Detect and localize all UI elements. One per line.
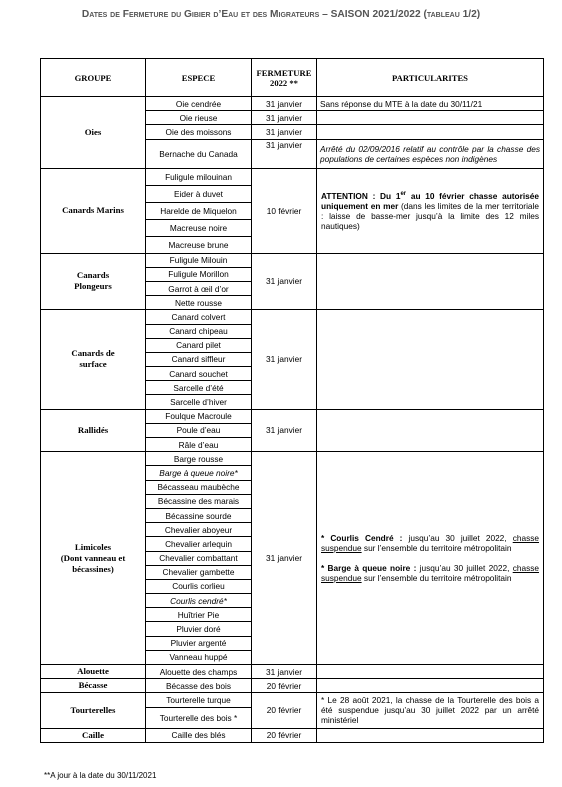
species-cell: Chevalier aboyeur xyxy=(146,523,252,537)
table-row xyxy=(41,452,544,466)
species-cell: Canard chipeau xyxy=(146,324,252,338)
species-cell: Fuligule milouinan xyxy=(146,168,252,185)
table-row xyxy=(41,693,544,707)
note-underlined: chasse suspendue xyxy=(321,563,539,584)
date-cell: 10 février xyxy=(252,168,317,253)
title-dash: – xyxy=(319,9,331,20)
species-cell: Foulque Macroule xyxy=(146,409,252,423)
note-cell xyxy=(317,452,544,665)
species-cell: Bernache du Canada xyxy=(146,139,252,168)
species-cell: Bécasseau maubèche xyxy=(146,480,252,494)
species-cell: Tourterelle turque xyxy=(146,693,252,707)
group-name-line: (Dont vanneau et xyxy=(60,552,126,563)
note-cell-empty xyxy=(317,728,544,742)
note-courlis xyxy=(321,533,539,553)
species-cell: Vanneau huppé xyxy=(146,650,252,664)
species-cell: Garrot à œil d’or xyxy=(146,281,252,295)
group-caille: Caille xyxy=(41,728,146,742)
date-cell: 31 janvier xyxy=(252,97,317,111)
table-row xyxy=(41,728,544,742)
group-canards-surface xyxy=(41,310,146,409)
species-cell: Râle d’eau xyxy=(146,438,252,452)
note-text: jusqu’au 30 juillet 2022, xyxy=(402,533,513,544)
date-cell: 20 février xyxy=(252,728,317,742)
species-cell: Caille des blés xyxy=(146,728,252,742)
date-cell: 31 janvier xyxy=(252,125,317,139)
species-cell: Macreuse noire xyxy=(146,219,252,236)
note-cell-empty xyxy=(317,679,544,693)
table-row xyxy=(41,679,544,693)
date-cell: 20 février xyxy=(252,679,317,693)
title-season: SAISON 2021/2022 xyxy=(330,9,421,20)
header-groupe: GROUPE xyxy=(41,59,146,97)
species-cell: Chevalier combattant xyxy=(146,551,252,565)
note-cell: Sans réponse du MTE à la date du 30/11/21 xyxy=(317,97,544,111)
group-name-line: Plongeurs xyxy=(74,281,112,292)
species-cell: Fuligule Morillon xyxy=(146,267,252,281)
date-cell: 31 janvier xyxy=(252,452,317,665)
note-spacer xyxy=(321,553,539,563)
species-cell: Eider à duvet xyxy=(146,185,252,202)
species-cell: Barge à queue noire* xyxy=(146,466,252,480)
note-bold: au 10 février chasse autorisée uniquement en mer xyxy=(321,190,539,211)
title-part: (tableau 1/2) xyxy=(420,9,481,20)
group-name-line: Canards de xyxy=(71,348,115,359)
species-cell: Canard souchet xyxy=(146,367,252,381)
title-text: Dates de Fermeture du Gibier d’Eau et des Migrateurs xyxy=(81,9,320,20)
species-cell: Barge rousse xyxy=(146,452,252,466)
note-bold: Du 1 xyxy=(375,190,401,201)
footnote: **A jour à la date du 30/11/2021 xyxy=(44,771,157,780)
species-cell: Poule d’eau xyxy=(146,423,252,437)
date-cell: 31 janvier xyxy=(252,665,317,679)
species-cell: Bécassine des marais xyxy=(146,494,252,508)
note-lead: * Courlis Cendré : xyxy=(321,533,403,544)
note-cell-empty xyxy=(317,310,544,409)
species-cell: Chevalier arlequin xyxy=(146,537,252,551)
species-cell: Oie rieuse xyxy=(146,111,252,125)
note-cell-empty xyxy=(317,125,544,139)
date-cell: 31 janvier xyxy=(252,111,317,125)
species-cell: Canard colvert xyxy=(146,310,252,324)
group-limicoles xyxy=(41,452,146,665)
species-cell: Macreuse brune xyxy=(146,236,252,253)
header-espece: ESPECE xyxy=(146,59,252,97)
table-row xyxy=(41,253,544,267)
group-name-line: Canards xyxy=(76,270,110,281)
note-text: sur l’ensemble du territoire métropolitain xyxy=(361,543,512,554)
header-fermeture xyxy=(252,59,317,97)
note-sup: er xyxy=(400,190,407,197)
note-cell: Arrêté du 02/09/2016 relatif au contrôle par la chasse des populations de certaines espèces non indigènes xyxy=(317,139,544,168)
group-oies: Oies xyxy=(41,97,146,169)
species-cell: Sarcelle d’hiver xyxy=(146,395,252,409)
group-name-line: bécassines) xyxy=(72,563,114,574)
date-cell: 31 janvier xyxy=(252,310,317,409)
header-particularites: PARTICULARITES xyxy=(317,59,544,97)
note-text: jusqu’au 30 juillet 2022, xyxy=(416,563,513,574)
date-cell: 20 février xyxy=(252,693,317,728)
table-row xyxy=(41,665,544,679)
species-cell: Huîtrier Pie xyxy=(146,608,252,622)
species-cell: Oie cendrée xyxy=(146,97,252,111)
note-text: (dans les limites de la mer territoriale : laisse de basse-mer jusqu’à la limite des 12 miles nautiques) xyxy=(321,200,539,231)
note-underlined: chasse suspendue xyxy=(321,533,539,554)
group-canards-plongeurs xyxy=(41,253,146,310)
header-fermeture-line2: 2022 ** xyxy=(270,77,298,88)
species-cell: Tourterelle des bois * xyxy=(146,707,252,728)
page-title xyxy=(0,9,562,20)
group-name-line: surface xyxy=(79,359,107,370)
note-cell-empty xyxy=(317,665,544,679)
group-becasse: Bécasse xyxy=(41,679,146,693)
group-tourterelles: Tourterelles xyxy=(41,693,146,728)
note-cell-empty xyxy=(317,409,544,452)
species-cell: Fuligule Milouin xyxy=(146,253,252,267)
note-barge xyxy=(321,563,539,583)
header-fermeture-line1: FERMETURE xyxy=(256,67,312,78)
header-row xyxy=(41,59,544,97)
group-alouette: Alouette xyxy=(41,665,146,679)
note-cell-empty xyxy=(317,253,544,310)
table-row xyxy=(41,168,544,185)
species-cell: Bécassine sourde xyxy=(146,508,252,522)
species-cell: Courlis cendré* xyxy=(146,594,252,608)
date-cell: 31 janvier xyxy=(252,409,317,452)
species-cell: Alouette des champs xyxy=(146,665,252,679)
note-attention: ATTENTION : xyxy=(321,190,376,201)
group-rallides: Rallidés xyxy=(41,409,146,452)
species-cell: Chevalier gambette xyxy=(146,565,252,579)
table-row xyxy=(41,310,544,324)
note-cell-empty xyxy=(317,111,544,125)
species-cell: Oie des moissons xyxy=(146,125,252,139)
note-cell xyxy=(317,168,544,253)
note-text: sur l’ensemble du territoire métropolitain xyxy=(361,573,512,584)
group-canards-marins: Canards Marins xyxy=(41,168,146,253)
note-cell: * Le 28 août 2021, la chasse de la Tourterelle des bois a été suspendue jusqu’au 30 juillet 2022 par un arrêté ministériel xyxy=(317,693,544,728)
species-cell: Harelde de Miquelon xyxy=(146,202,252,219)
species-cell: Sarcelle d’été xyxy=(146,381,252,395)
species-cell: Pluvier doré xyxy=(146,622,252,636)
species-cell: Nette rousse xyxy=(146,296,252,310)
date-cell: 31 janvier xyxy=(252,139,317,168)
date-cell: 31 janvier xyxy=(252,253,317,310)
species-cell: Pluvier argenté xyxy=(146,636,252,650)
group-name-line: Limicoles xyxy=(74,541,112,552)
note-lead: * Barge à queue noire : xyxy=(321,563,417,574)
table-row xyxy=(41,97,544,111)
species-cell: Canard siffleur xyxy=(146,352,252,366)
closure-dates-table xyxy=(40,58,544,743)
species-cell: Courlis corlieu xyxy=(146,579,252,593)
species-cell: Canard pilet xyxy=(146,338,252,352)
species-cell: Bécasse des bois xyxy=(146,679,252,693)
table-row xyxy=(41,409,544,423)
